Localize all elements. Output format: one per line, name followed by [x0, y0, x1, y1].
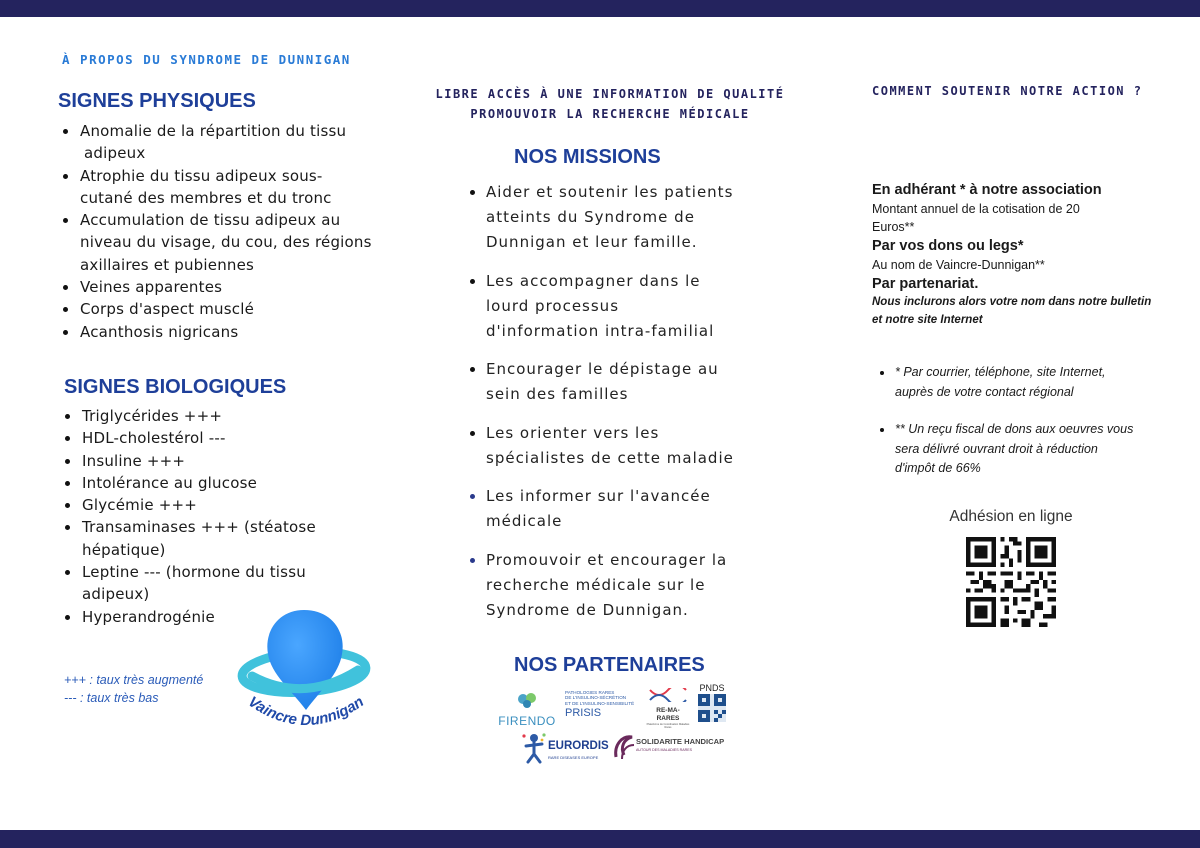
physical-signs-heading: SIGNES PHYSIQUES [58, 90, 256, 112]
footnotes-list [872, 363, 1172, 497]
list-item: Corps d'aspect musclé [60, 298, 400, 320]
list-item: Glycémie +++ [62, 494, 362, 516]
adherent-title: En adhérant * à notre association [872, 182, 1102, 198]
list-item: HDL-cholestérol --- [62, 427, 362, 449]
physical-signs-list [60, 120, 400, 343]
partenariat-text-1: Nous inclurons alors votre nom dans notre bulletin [872, 296, 1152, 308]
dna-icon [648, 688, 688, 702]
list-item: Atrophie du tissu adipeux sous- cutané des membres et du tronc [60, 165, 400, 210]
eurordis-figure-icon [520, 732, 548, 764]
support-kicker: COMMENT SOUTENIR NOTRE ACTION ? [872, 84, 1143, 98]
dons-title: Par vos dons ou legs* [872, 238, 1024, 254]
prisis-desc-1: PATHOLOGIES RARES [565, 690, 615, 695]
legend-increase: +++ : taux très augmenté [64, 673, 204, 687]
bottom-band [0, 830, 1200, 848]
kicker-line-2: PROMOUVOIR LA RECHERCHE MÉDICALE [470, 107, 750, 121]
mission-item: Les informer sur l'avancée médicale [470, 484, 770, 534]
pnds-logo [695, 683, 729, 727]
eurordis-sub: RARE DISEASES EUROPE [548, 755, 599, 760]
logo-text: Vaincre Dunnigan [245, 693, 367, 730]
middle-kicker [410, 84, 810, 124]
adherent-text-1: Montant annuel de la cotisation de 20 [872, 202, 1080, 216]
biological-signs-list [62, 405, 362, 628]
missions-list [470, 180, 770, 636]
solidarite-label: SOLIDARITE HANDICAP [636, 737, 725, 746]
biological-signs-heading: SIGNES BIOLOGIQUES [64, 376, 287, 398]
footnote-item: ** Un reçu fiscal de dons aux oeuvres vous sera délivré ouvrant droit à réduction d'impôt de 66% [872, 420, 1172, 479]
list-item: Intolérance au glucose [62, 472, 362, 494]
missions-heading: NOS MISSIONS [514, 146, 661, 168]
vaincre-dunnigan-logo [236, 600, 376, 750]
list-item: Transaminases +++ (stéatose hépatique) [62, 516, 362, 561]
mission-item: Encourager le dépistage au sein des familles [470, 357, 770, 407]
legend [64, 671, 203, 707]
adhesion-qr-code[interactable] [966, 537, 1056, 627]
mission-item: Les orienter vers les spécialistes de cette maladie [470, 421, 770, 471]
mission-item: Les accompagner dans le lourd processus d'information intra-familial [470, 269, 770, 344]
kicker-line-1: LIBRE ACCÈS À UNE INFORMATION DE QUALITÉ [435, 87, 785, 101]
adherent-text-2: Euros** [872, 220, 915, 234]
list-item: Acanthosis nigricans [60, 321, 400, 343]
mission-item: Promouvoir et encourager la recherche médicale sur le Syndrome de Dunnigan. [470, 548, 770, 623]
remarares-sub: Plateforme de Coordination Maladies Rares [646, 723, 690, 730]
list-item: Anomalie de la répartition du tissu adipeux [60, 120, 400, 165]
firendo-leaf-icon [516, 692, 538, 710]
prisis-logo [565, 690, 643, 719]
adhesion-label: Adhésion en ligne [949, 508, 1073, 525]
legend-decrease: --- : taux très bas [64, 691, 159, 705]
support-section [872, 180, 1172, 329]
partners-heading: NOS PARTENAIRES [514, 654, 705, 676]
firendo-logo [497, 692, 557, 727]
solidarite-sub: AUTOUR DES MALADIES RARES [636, 748, 693, 752]
eurordis-label: EURORDIS [548, 740, 609, 752]
partenariat-title: Par partenariat. [872, 276, 979, 292]
list-item: Leptine --- (hormone du tissu adipeux) [62, 561, 362, 606]
pnds-qr-icon [698, 694, 726, 722]
list-item: Insuline +++ [62, 450, 362, 472]
prisis-label: PRISIS [565, 707, 602, 720]
prisis-desc-2: DE L'INSULINO-SÉCRÉTION [565, 695, 627, 701]
partenariat-text-2: et notre site Internet [872, 313, 983, 326]
dons-text: Au nom de Vaincre-Dunnigan** [872, 258, 1045, 272]
prisis-desc-3: ET DE L'INSULINO-SENSIBILITÉ [565, 700, 635, 706]
list-item: Triglycérides +++ [62, 405, 362, 427]
about-kicker: À PROPOS DU SYNDROME DE DUNNIGAN [62, 52, 351, 67]
remarares-label: RE-MA-RARES [656, 707, 680, 722]
list-item: Veines apparentes [60, 276, 400, 298]
top-band [0, 0, 1200, 17]
solidarite-swirl-icon [612, 733, 636, 761]
remarares-logo [645, 688, 691, 730]
list-item: Hyperandrogénie [62, 606, 362, 628]
footnote-item: * Par courrier, téléphone, site Internet, auprès de votre contact régional [872, 363, 1172, 402]
pnds-label: PNDS [699, 683, 725, 693]
firendo-label: FIRENDO [498, 714, 556, 728]
list-item: Accumulation de tissu adipeux au niveau du visage, du cou, des régions axillaires et pubiennes [60, 209, 400, 276]
mission-item: Aider et soutenir les patients atteints du Syndrome de Dunnigan et leur famille. [470, 180, 770, 255]
